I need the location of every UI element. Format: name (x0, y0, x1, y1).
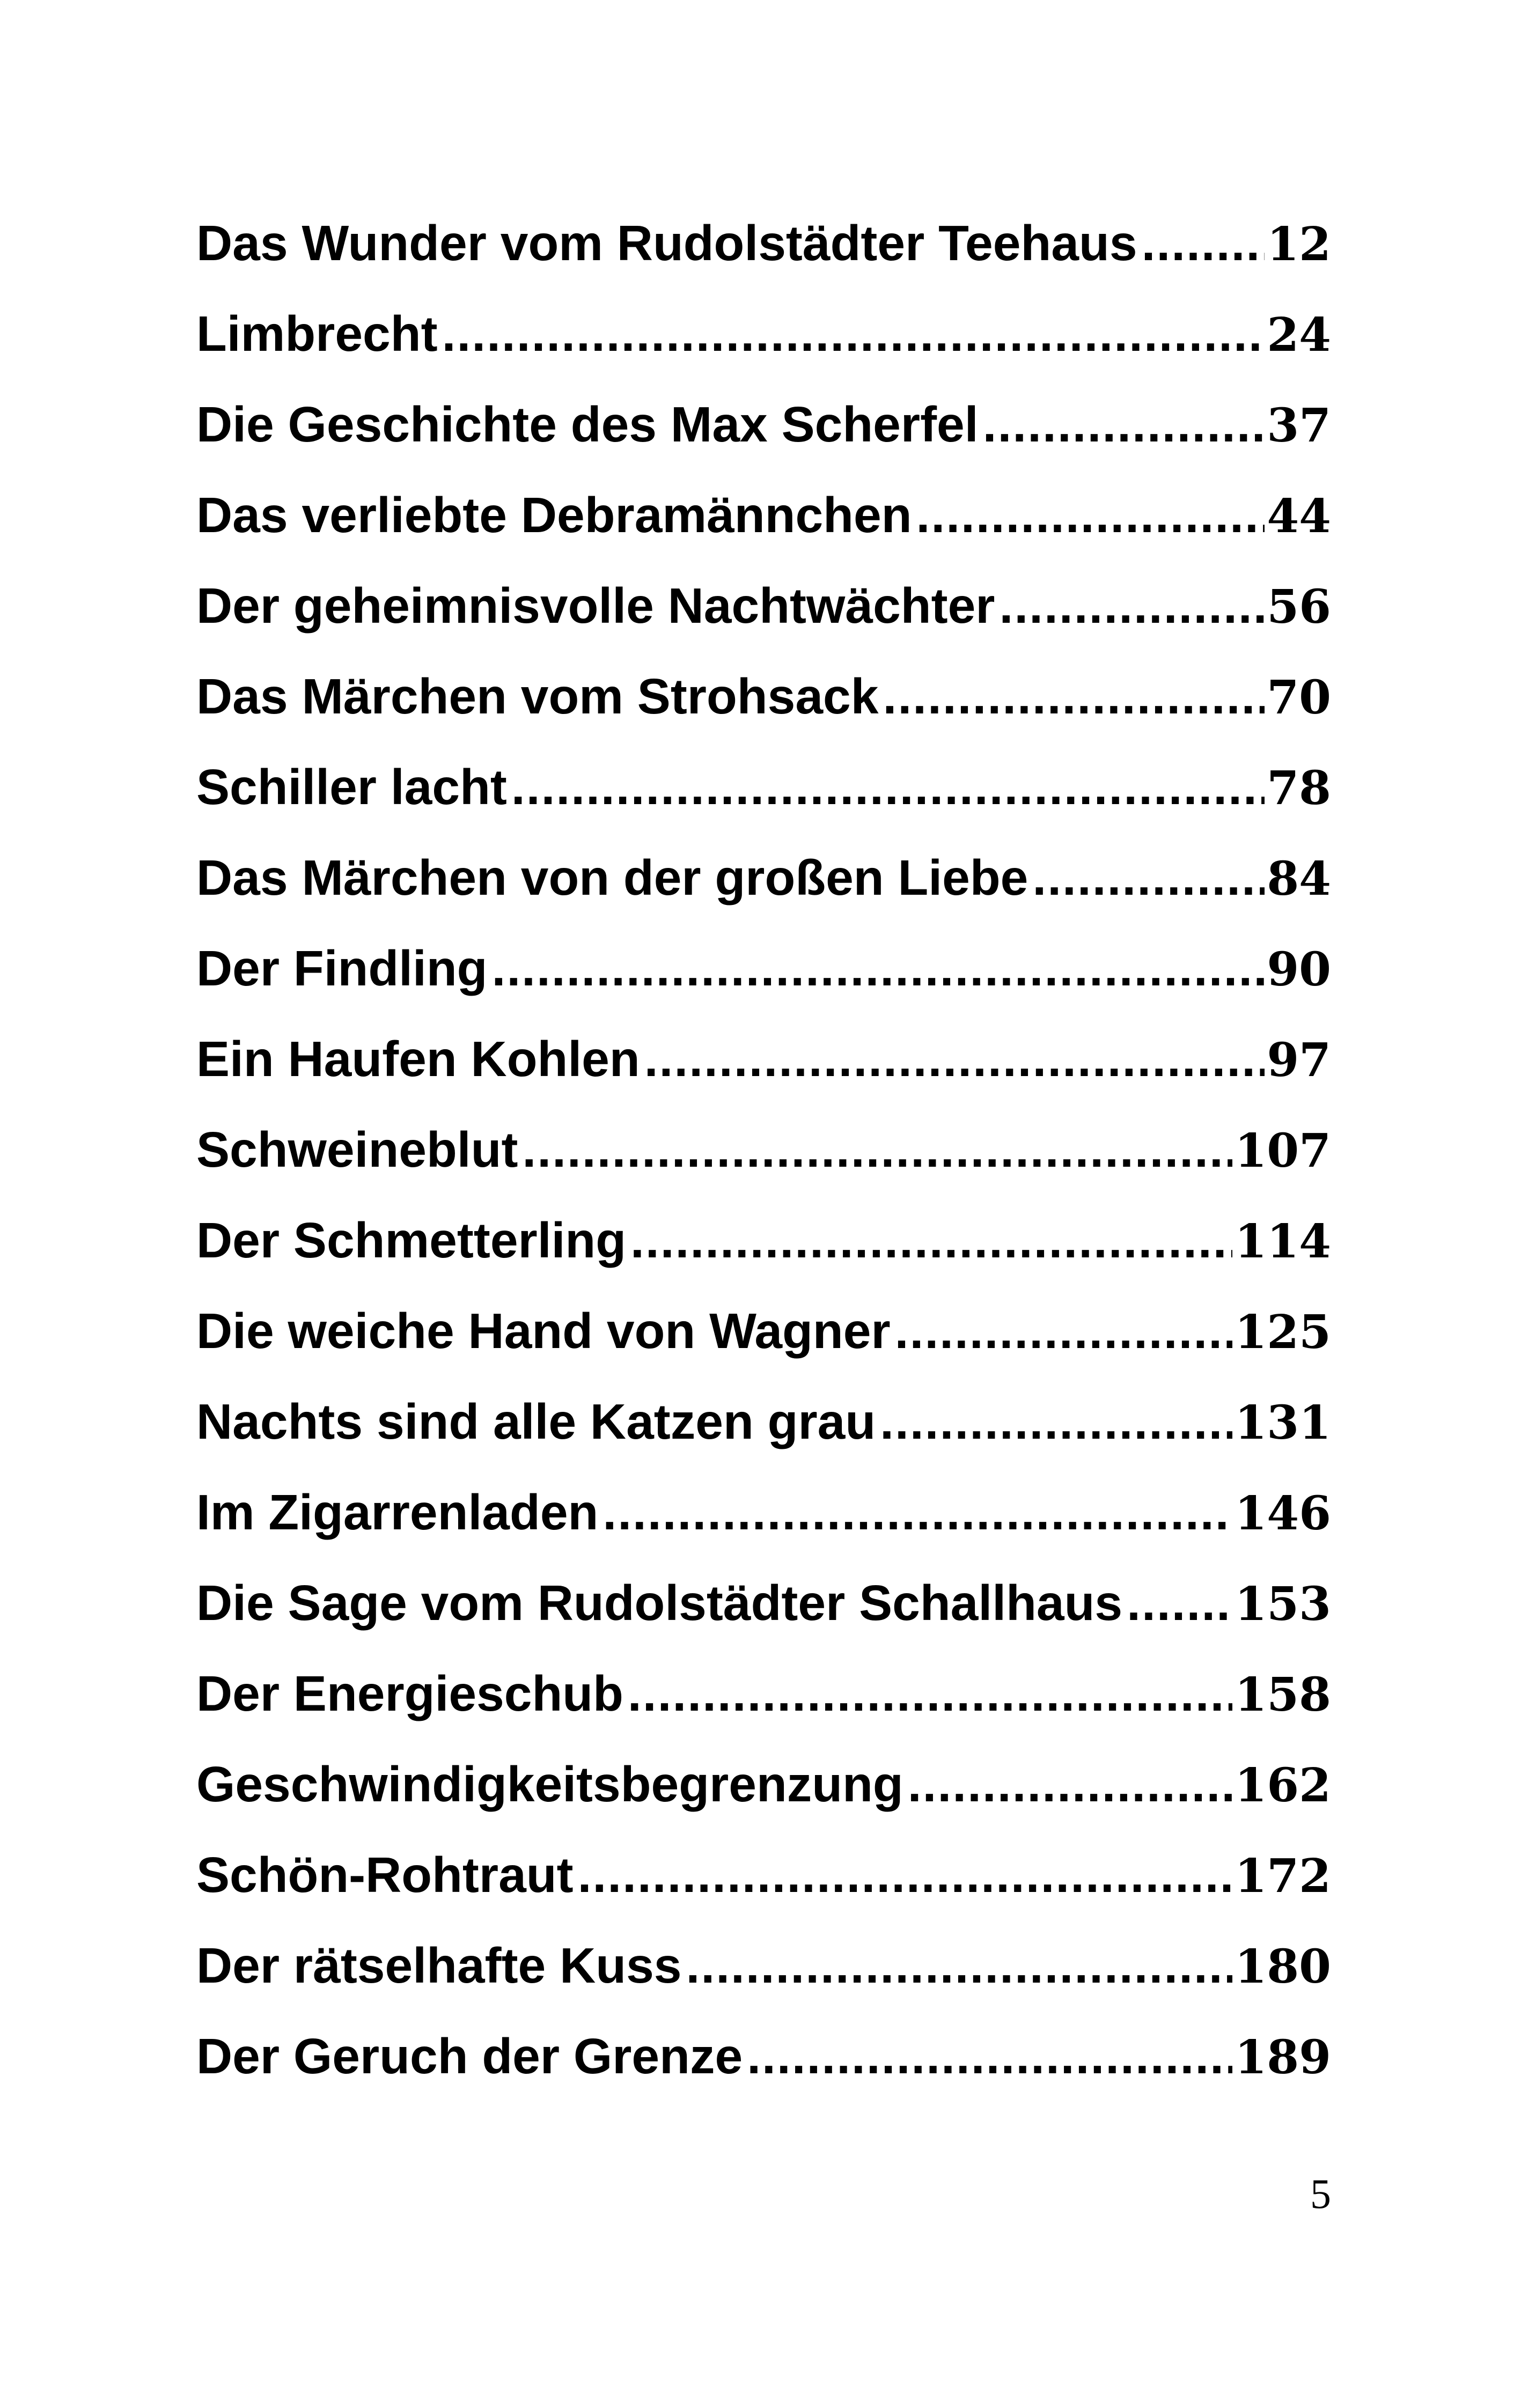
toc-entry-page: 180 (1235, 1940, 1331, 1994)
toc-entry-leader (1032, 849, 1265, 907)
toc-entry-title: Schiller lacht (196, 759, 507, 815)
toc-entry (196, 215, 1331, 305)
toc-entry-leader (630, 1212, 1232, 1269)
toc-entry-title: Das Wunder vom Rudolstädter Teehaus (196, 215, 1137, 271)
toc-entry-leader (522, 1121, 1232, 1179)
toc-entry-title: Der Schmetterling (196, 1212, 627, 1268)
toc-entry-leader (883, 668, 1265, 725)
toc-entry-page: 107 (1235, 1124, 1331, 1178)
toc-entry-leader (983, 396, 1265, 453)
toc-entry-leader (491, 940, 1265, 997)
toc-entry-page: 97 (1267, 1033, 1331, 1087)
toc-entry-leader (908, 1756, 1233, 1813)
toc-entry-page: 56 (1267, 580, 1331, 634)
toc-entry (196, 1937, 1331, 2028)
toc-entry-page: 131 (1235, 1396, 1331, 1450)
toc-entry-title: Das verliebte Debramännchen (196, 487, 912, 543)
toc-entry (196, 2028, 1331, 2118)
toc-entry (196, 1302, 1331, 1393)
toc-entry-title: Limbrecht (196, 306, 438, 362)
toc-entry-title: Das Märchen von der großen Liebe (196, 850, 1028, 905)
toc-entry-leader (442, 305, 1265, 363)
toc-entry-title: Geschwindigkeitsbegrenzung (196, 1756, 903, 1812)
toc-entry-title: Die weiche Hand von Wagner (196, 1303, 891, 1359)
toc-entry-page: 125 (1235, 1305, 1331, 1359)
toc-entry-title: Nachts sind alle Katzen grau (196, 1394, 876, 1449)
toc-entry-title: Der rätselhafte Kuss (196, 1938, 682, 1993)
toc-entry (196, 1846, 1331, 1937)
toc-entry-leader (628, 1665, 1233, 1722)
toc-entry (196, 1393, 1331, 1484)
toc-entry-title: Die Geschichte des Max Scherfel (196, 396, 979, 452)
toc-entry (196, 487, 1331, 577)
toc-entry-leader (895, 1302, 1233, 1360)
toc-entry-page: 114 (1235, 1214, 1331, 1269)
toc-entry (196, 849, 1331, 940)
toc-entry-title: Im Zigarrenladen (196, 1484, 599, 1540)
toc-entry (196, 940, 1331, 1030)
toc-entry (196, 759, 1331, 849)
toc-entry-page: 90 (1267, 942, 1331, 997)
toc-entry-title: Die Sage vom Rudolstädter Schallhaus (196, 1575, 1123, 1631)
toc-entry (196, 1484, 1331, 1574)
table-of-contents (196, 215, 1331, 2118)
toc-entry-page: 70 (1267, 671, 1331, 725)
toc-entry-page: 153 (1235, 1577, 1331, 1631)
toc-entry-page: 37 (1267, 399, 1331, 453)
toc-entry-title: Der Geruch der Grenze (196, 2028, 743, 2084)
toc-entry-page: 158 (1235, 1668, 1331, 1722)
toc-entry-page: 12 (1267, 217, 1331, 271)
toc-entry-title: Ein Haufen Kohlen (196, 1031, 640, 1087)
toc-entry-leader (1127, 1574, 1232, 1632)
toc-entry-leader (1142, 215, 1265, 272)
toc-entry-leader (644, 1030, 1265, 1088)
toc-entry-title: Der Findling (196, 940, 488, 996)
toc-entry-leader (602, 1484, 1232, 1541)
toc-entry-title: Schweineblut (196, 1122, 518, 1177)
toc-entry (196, 1212, 1331, 1302)
toc-entry-leader (880, 1393, 1232, 1450)
toc-entry-title: Der geheimnisvolle Nachtwächter (196, 578, 995, 634)
toc-entry-page: 78 (1267, 761, 1331, 815)
toc-entry-leader (916, 487, 1265, 544)
toc-entry-page: 172 (1235, 1849, 1331, 1903)
toc-entry (196, 1030, 1331, 1121)
toc-entry (196, 577, 1331, 668)
toc-entry-title: Das Märchen vom Strohsack (196, 668, 879, 724)
toc-entry-page: 162 (1235, 1758, 1331, 1813)
toc-entry (196, 1756, 1331, 1846)
toc-entry-page: 84 (1267, 852, 1331, 906)
toc-entry-page: 24 (1267, 308, 1331, 362)
toc-entry-page: 146 (1235, 1486, 1331, 1541)
toc-entry (196, 305, 1331, 396)
toc-entry (196, 1121, 1331, 1212)
toc-entry (196, 668, 1331, 759)
toc-entry-leader (1000, 577, 1265, 635)
toc-entry (196, 1665, 1331, 1756)
toc-entry-title: Schön-Rohtraut (196, 1847, 574, 1903)
toc-entry-leader (511, 759, 1265, 816)
toc-entry-leader (747, 2028, 1232, 2085)
toc-entry-title: Der Energieschub (196, 1666, 623, 1721)
page-number: 5 (1310, 2170, 1331, 2217)
toc-entry (196, 396, 1331, 487)
toc-entry-leader (686, 1937, 1233, 1994)
toc-entry-page: 189 (1235, 2030, 1331, 2085)
toc-entry-leader (578, 1846, 1233, 1904)
toc-entry (196, 1574, 1331, 1665)
toc-entry-page: 44 (1267, 489, 1331, 543)
